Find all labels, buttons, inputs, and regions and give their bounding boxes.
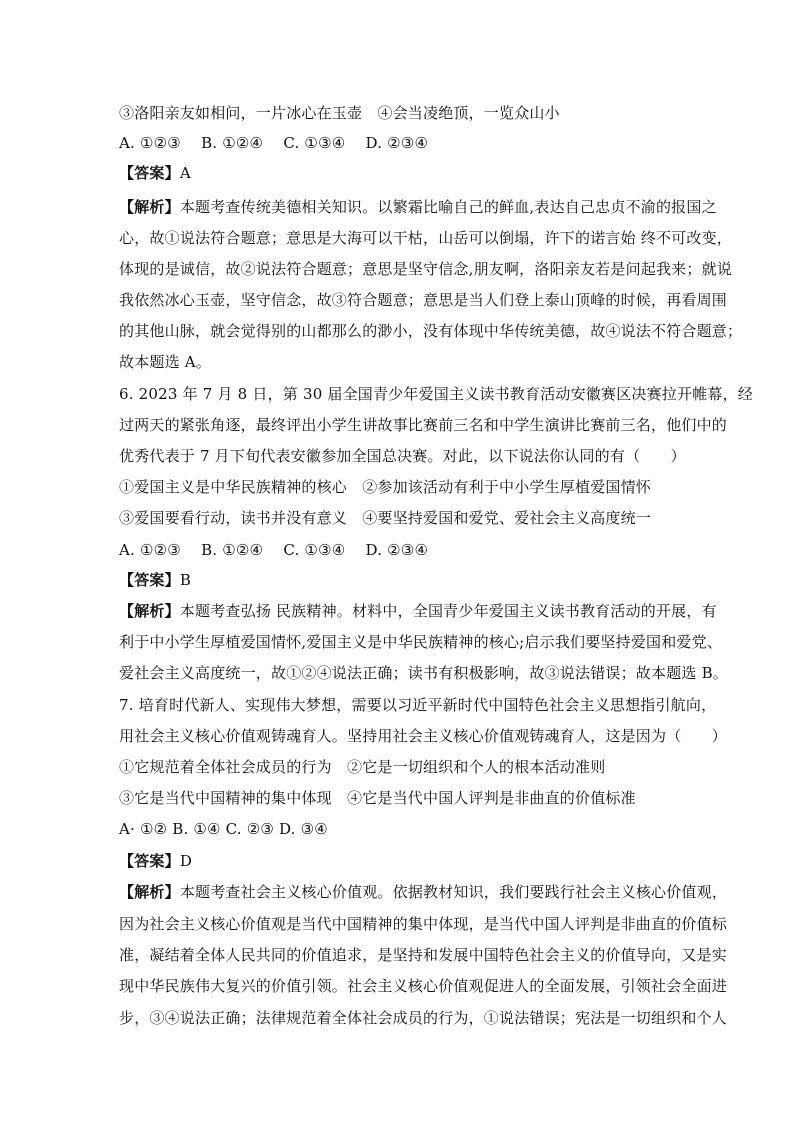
q6-analysis-line-1: [119, 601, 717, 621]
q6-choices: A. ①②③ B. ①②④ C. ①③④ D. ②③④: [119, 541, 429, 559]
q6-stem-line-1: 6. 2023 年 7 月 8 日，第 30 届全国青少年爱国主义读书教育活动安徽赛区决赛拉开帷幕，经: [119, 385, 754, 403]
q5-analysis-line-1: [119, 197, 717, 217]
q6-stem-line-3: 优秀代表于 7 月下旬代表安徽参加全国总决赛。对此，以下说法你认同的有（ ）: [119, 447, 686, 465]
analysis-text: 本题考查传统美德相关知识。以繁霜比喻自己的鲜血,表达自己忠贞不渝的报国之: [179, 198, 717, 216]
q6-option-line-1: ①爱国主义是中华民族精神的核心 ②参加该活动有利于中小学生厚植爱国情怀: [119, 478, 652, 496]
q5-option-line-2: ③洛阳亲友如相问，一片冰心在玉壶 ④会当凌绝顶，一览众山小: [119, 104, 560, 122]
q5-analysis-line-4: 我依然冰心玉壶，坚守信念，故③符合题意；意思是当人们登上泰山顶峰的时候，再看周围: [119, 291, 728, 309]
q7-analysis-line-2: 因为社会主义核心价值观是当代中国精神的集中体现，是当代中国人评判是非曲直的价值标: [119, 915, 728, 933]
q5-analysis-line-3: 体现的是诚信，故②说法符合题意；意思是坚守信念,朋友啊，洛阳亲友若是问起我来；就说: [119, 260, 732, 278]
answer-value: A: [179, 164, 191, 182]
q5-choices: A. ①②③ B. ①②④ C. ①③④ D. ②③④: [119, 134, 429, 152]
analysis-label: 【解析】: [119, 883, 180, 901]
q7-option-line-1: ①它规范着全体社会成员的行为 ②它是一切组织和个人的根本活动准则: [119, 758, 606, 776]
q6-analysis-line-2: 利于中小学生厚植爱国情怀,爱国主义是中华民族精神的核心;启示我们要坚持爱国和爱党、: [119, 633, 723, 651]
q7-option-line-2: ③它是当代中国精神的集中体现 ④它是当代中国人评判是非曲直的价值标准: [119, 789, 636, 807]
q6-answer: [119, 570, 679, 590]
q5-analysis-line-2: 心，故①说法符合题意；意思是大海可以干枯，山岳可以倒塌，许下的诺言始 终不可改变，: [119, 229, 732, 247]
q7-stem-line-1: 7. 培育时代新人、实现伟大梦想，需要以习近平新时代中国特色社会主义思想指引航向，: [119, 696, 717, 714]
q5-analysis-line-6: 故本题选 A。: [119, 353, 212, 371]
q7-answer: [119, 851, 679, 871]
analysis-label: 【解析】: [119, 198, 180, 216]
answer-label: 【答案】: [119, 571, 180, 589]
q7-stem-line-2: 用社会主义核心价值观铸魂育人。坚持用社会主义核心价值观铸魂育人，这是因为（ ）: [119, 727, 728, 745]
analysis-label: 【解析】: [119, 602, 180, 620]
q6-stem-line-2: 过两天的紧张角逐，最终评出小学生讲故事比赛前三名和中学生演讲比赛前三名，他们中的: [119, 416, 728, 434]
q5-answer: [119, 163, 679, 183]
analysis-text: 本题考查社会主义核心价值观。依据教材知识，我们要践行社会主义核心价值观，: [179, 883, 728, 901]
analysis-text: 本题考查弘扬 民族精神。材料中，全国青少年爱国主义读书教育活动的开展，有: [179, 602, 717, 620]
q7-analysis-line-5: 步，③④说法正确；法律规范着全体社会成员的行为，①说法错误；宪法是一切组织和个人: [119, 1009, 728, 1027]
q7-choices: A· ①② B. ①④ C. ②③ D. ③④: [119, 820, 328, 838]
answer-value: B: [179, 571, 192, 589]
q7-analysis-line-1: [119, 882, 728, 902]
answer-label: 【答案】: [119, 852, 180, 870]
q7-analysis-line-3: 准，凝结着全体人民共同的价值追求，是坚持和发展中国特色社会主义的价值导向，又是实: [119, 946, 728, 964]
q7-analysis-line-4: 现中华民族伟大复兴的价值引领。社会主义核心价值观促进人的全面发展，引领社会全面进: [119, 977, 728, 995]
q5-analysis-line-5: 的其他山脉，就会觉得别的山都那么的渺小，没有体现中华传统美德，故④说法不符合题意；: [119, 322, 743, 340]
answer-label: 【答案】: [119, 164, 180, 182]
q6-analysis-line-3: 爱社会主义高度统一，故①②④说法正确；读书有积极影响，故③说法错误；故本题选 B。: [119, 664, 728, 682]
answer-value: D: [179, 852, 193, 870]
q6-option-line-2: ③爱国要看行动，读书并没有意义 ④要坚持爱国和爱党、爱社会主义高度统一: [119, 509, 652, 527]
